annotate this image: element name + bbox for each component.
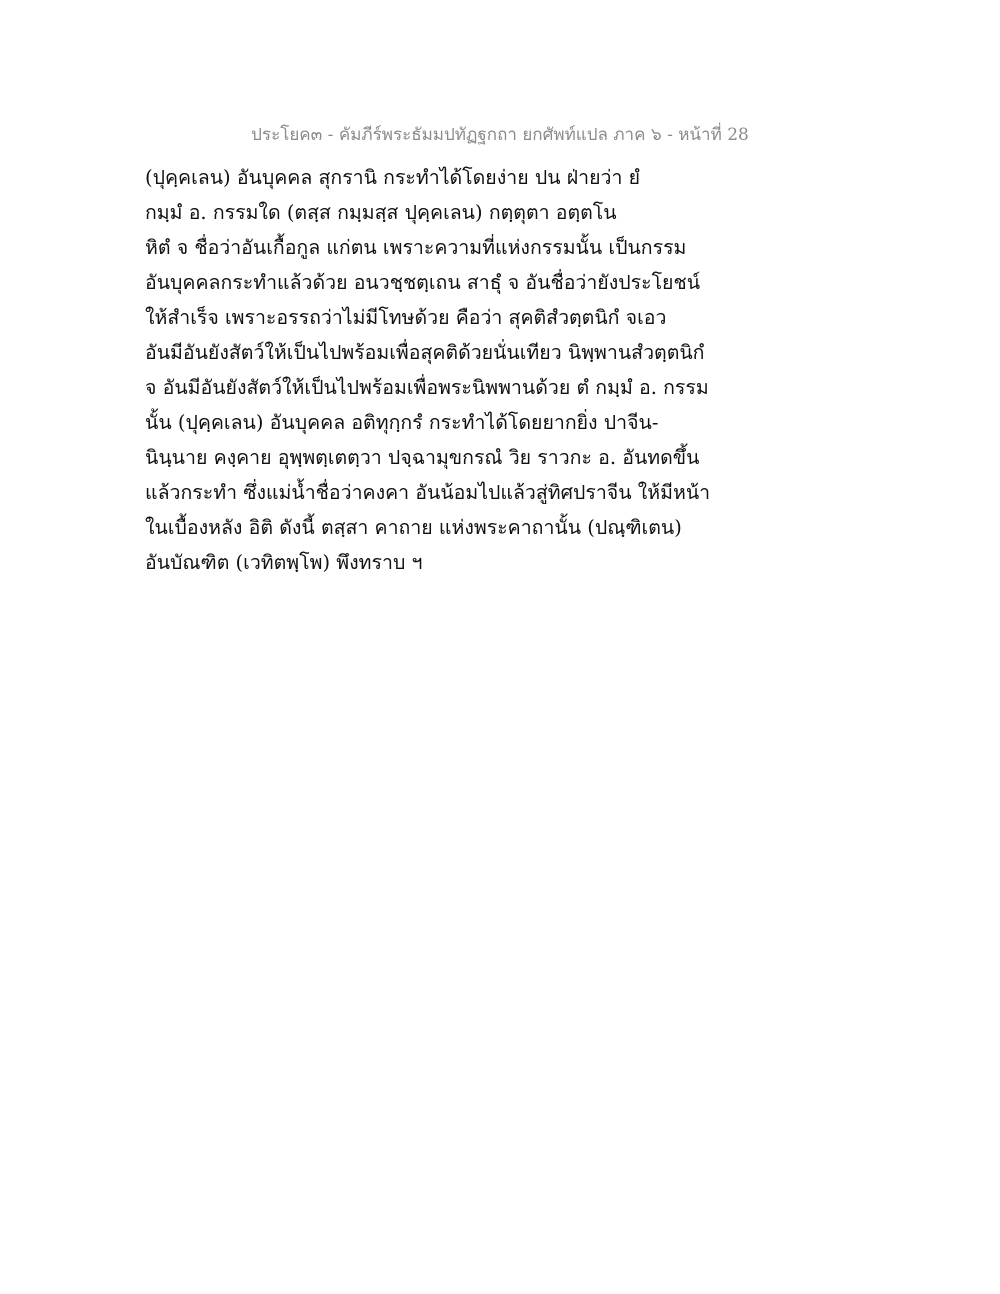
text-line: ในเบื้องหลัง อิติ ดังนี้ ตสฺสา คาถาย แห่งพระคาถานั้น (ปณฺฑิเตน) (145, 516, 682, 539)
text-line: นินฺนาย คงฺคาย อุพฺพตฺเตตฺวา ปจฺฉามุขกรณํ วิย ราวกะ อ. อันทดขึ้น (145, 446, 700, 469)
text-line: (ปุคฺคเลน) อันบุคคล สุกรานิ กระทำได้โดยง่าย ปน ฝ่ายว่า ยํ (145, 166, 641, 189)
text-line: หิตํ จ ชื่อว่าอันเกื้อกูล แก่ตน เพราะความที่แห่งกรรมนั้น เป็นกรรม (145, 236, 687, 259)
text-line: อันบัณฑิต (เวทิตพฺโพ) พึงทราบ ฯ (145, 551, 423, 574)
text-line: อันมีอันยังสัตว์ให้เป็นไปพร้อมเพื่อสุคติด้วยนั่นเทียว นิพฺพานสํวตฺตนิกํ (145, 341, 705, 364)
text-line: นั้น (ปุคฺคเลน) อันบุคคล อติทุกฺกรํ กระทำได้โดยยากยิ่ง ปาจีน- (145, 411, 659, 434)
text-line: จ อันมีอันยังสัตว์ให้เป็นไปพร้อมเพื่อพระนิพพานด้วย ตํ กมฺมํ อ. กรรม (145, 376, 709, 399)
page-header: ประโยค๓ - คัมภีร์พระธัมมปทัฏฐกถา ยกศัพท์แปล ภาค ๖ - หน้าที่ 28 (251, 125, 749, 145)
body-text (145, 160, 865, 580)
text-line: แล้วกระทำ ซึ่งแม่น้ำชื่อว่าคงคา อันน้อมไปแล้วสู่ทิศปราจีน ให้มีหน้า (145, 481, 711, 504)
text-line: กมฺมํ อ. กรรมใด (ตสฺส กมฺมสฺส ปุคฺคเลน) กตฺตุตา อตฺตโน (145, 201, 617, 224)
text-line: ให้สำเร็จ เพราะอรรถว่าไม่มีโทษด้วย คือว่า สุคติสํวตฺตนิกํ จเอว (145, 306, 667, 329)
text-line: อันบุคคลกระทำแล้วด้วย อนวชฺชตฺเถน สาธุํ จ อันชื่อว่ายังประโยชน์ (145, 271, 701, 294)
